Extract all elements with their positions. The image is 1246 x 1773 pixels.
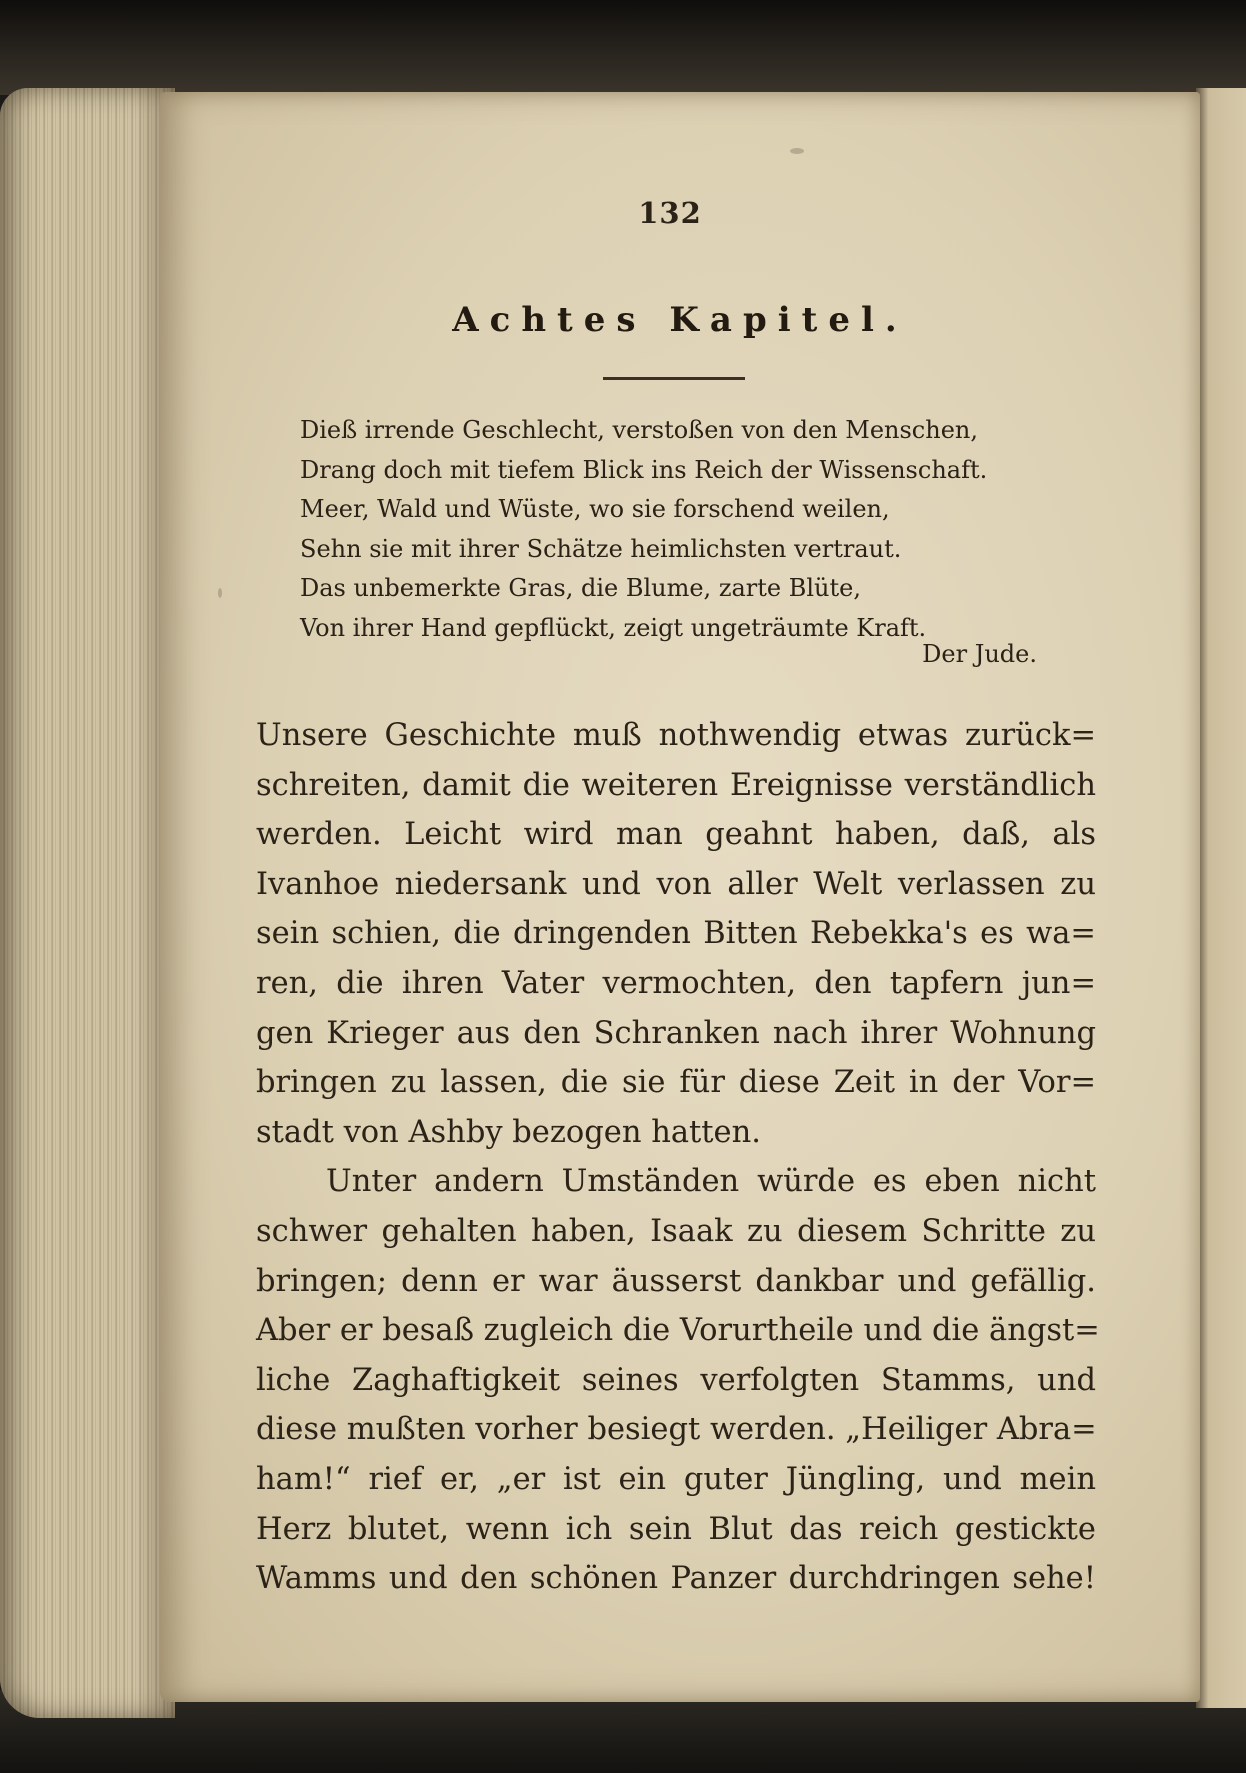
- ink-smudge: [790, 148, 804, 154]
- body-line: werden. Leicht wird man geahnt haben, daß, als: [256, 817, 1096, 853]
- page-number: 132: [638, 196, 702, 230]
- body-line: diese mußten vorher besiegt werden. „Heiliger Abra=: [256, 1412, 1097, 1448]
- body-line: bringen; denn er war äusserst dankbar und gefällig.: [256, 1263, 1096, 1299]
- body-line: Unter andern Umständen würde es eben nicht: [326, 1164, 1096, 1200]
- body-line: bringen zu lassen, die sie für diese Zeit in der Vor=: [256, 1065, 1096, 1101]
- epigraph-line: Drang doch mit tiefem Blick ins Reich der Wissenschaft.: [300, 455, 988, 484]
- body-line: Aber er besaß zugleich die Vorurtheile und die ängst=: [256, 1313, 1100, 1349]
- body-line: Herz blutet, wenn ich sein Blut das reich gestickte: [256, 1511, 1096, 1547]
- epigraph-line: Das unbemerkte Gras, die Blume, zarte Blüte,: [300, 574, 861, 602]
- title-rule: [603, 377, 745, 380]
- body-line: ham!“ rief er, „er ist ein guter Jüngling, und mein: [256, 1461, 1096, 1497]
- chapter-title: Achtes Kapitel.: [452, 300, 908, 340]
- right-page-edge: [1196, 88, 1246, 1708]
- body-line: schreiten, damit die weiteren Ereignisse verständlich: [256, 767, 1096, 803]
- epigraph-line: Meer, Wald und Wüste, wo sie forschend weilen,: [300, 495, 890, 523]
- page-block-edges: [0, 88, 175, 1718]
- body-line: ren, die ihren Vater vermochten, den tapfern jun=: [256, 965, 1096, 1001]
- body-line: Ivanhoe niedersank und von aller Welt verlassen zu: [256, 866, 1096, 902]
- body-line: Unsere Geschichte muß nothwendig etwas zurück=: [256, 718, 1096, 753]
- body-line: sein schien, die dringenden Bitten Rebekka's es wa=: [256, 916, 1096, 952]
- body-line: stadt von Ashby bezogen hatten.: [256, 1114, 761, 1150]
- epigraph-line: Dieß irrende Geschlecht, verstoßen von den Menschen,: [300, 416, 978, 444]
- body-text: [256, 711, 1100, 1604]
- epigraph-line: Sehn sie mit ihrer Schätze heimlichsten vertraut.: [300, 534, 902, 563]
- body-line: gen Krieger aus den Schranken nach ihrer Wohnung: [256, 1015, 1096, 1051]
- ink-smudge: [218, 588, 222, 598]
- epigraph-source: Der Jude.: [922, 640, 1037, 668]
- body-line: schwer gehalten haben, Isaak zu diesem Schritte zu: [256, 1213, 1096, 1249]
- book-cover-bottom: [0, 1690, 1246, 1773]
- epigraph-line: Von ihrer Hand gepflückt, zeigt ungeträumte Kraft.: [300, 613, 927, 642]
- book-cover-top: [0, 0, 1246, 95]
- body-line: liche Zaghaftigkeit seines verfolgten Stamms, und: [256, 1362, 1096, 1398]
- body-line: Wamms und den schönen Panzer durchdringen sehe!: [256, 1561, 1096, 1597]
- epigraph: [300, 411, 1060, 648]
